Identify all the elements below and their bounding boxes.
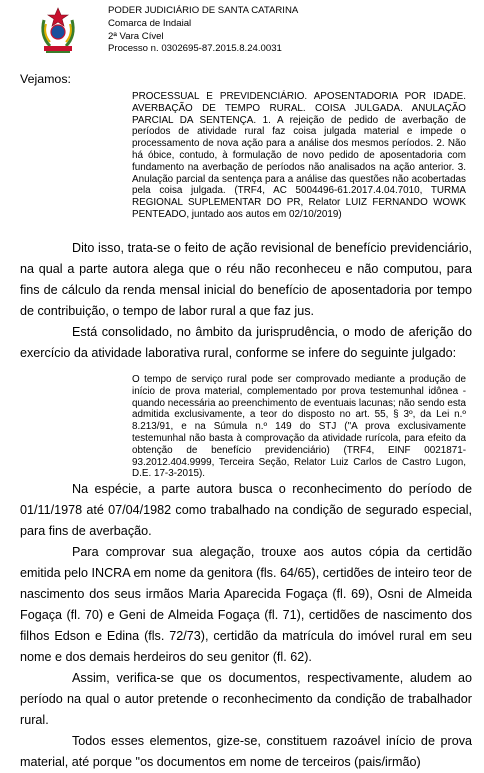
jurisprudence-quote-2: O tempo de serviço rural pode ser comprovado mediante a produção de início de prova material, complementado por prova testemunhal idônea - quando necessária ao preenchimento de eventuais lacunas; não sendo esta admitida exclusivamente, a teor do disposto no art. 55, § 3º, da Lei n.º 8.213/91, e na Súmula n.º 149 do STJ ("A prova exclusivamente testemunhal não basta à comprovação da atividade rurícola, para efeito da obtenção de benefício previdenciário) (TRF4, EINF 0021871-93.2012.404.9999, Terceira Seção, Relator Luiz Carlos de Castro Lugon, D.E. 17-3-2015). <box>132 374 466 480</box>
court-name: PODER JUDICIÁRIO DE SANTA CATARINA <box>108 5 299 16</box>
paragraph-3: Na espécie, a parte autora busca o reconhecimento do período de 01/11/1978 até 07/04/1982 como trabalhado na condição de segurado especial, para fins de averbação. <box>20 482 472 538</box>
jurisprudence-quote-1: PROCESSUAL E PREVIDENCIÁRIO. APOSENTADORIA POR IDADE. AVERBAÇÃO DE TEMPO RURAL. COISA JULGADA. ANULAÇÃO PARCIAL DA SENTENÇA. 1. A rejeição de pedido de averbação de períodos de atividade rural faz coisa julgada material e impede o processamento de nova ação para a análise dos mesmos períodos. 2. Não há óbice, contudo, à formulação de novo pedido de aposentadoria com fundamento na averbação de períodos não analisados na ação anterior. 3. Anulação parcial da sentença para a análise das questões não acobertadas pela coisa julgada. (TRF4, AC 5004496-61.2017.4.04.7010, TURMA REGIONAL SUPLEMENTAR DO PR, Relator LUIZ FERNANDO WOWK PENTEADO, juntado aos autos em 02/10/2019) <box>132 91 466 220</box>
document-header <box>108 5 298 56</box>
process-number: Processo n. 0302695-87.2015.8.24.0031 <box>108 43 282 55</box>
comarca: Comarca de Indaial <box>108 17 192 29</box>
paragraph-5: Assim, verifica-se que os documentos, respectivamente, aludem ao período na qual o autor pretende o reconhecimento da condição de trabalhador rural. <box>20 671 472 727</box>
vara: 2ª Vara Cível <box>108 30 164 42</box>
paragraph-6: Todos esses elementos, gize-se, constituem razoável início de prova material, até porque "os documentos em nome de terceiros (pais/irmão) <box>20 734 472 769</box>
paragraph-4: Para comprovar sua alegação, trouxe aos autos cópia da certidão emitida pelo INCRA em nome da genitora (fls. 64/65), certidões de inteiro teor de nascimento dos seus irmãos Maria Aparecida Fogaça (fl. 69), Osni de Almeida Fogaça (fl. 70) e Geni de Almeida Fogaça (fl. 71), certidões de nascimento dos filhos Edson e Edina (fls. 72/73), certidão da matrícula do imóvel rural em seu nome e dos demais herdeiros do seu genitor (fl. 62). <box>20 545 472 664</box>
intro-label: Vejamos: <box>20 72 71 86</box>
santa-catarina-coat-of-arms-icon <box>38 6 78 54</box>
paragraph-1: Dito isso, trata-se o feito de ação revisional de benefício previdenciário, na qual a parte autora alega que o réu não reconheceu e não computou, para fins de cálculo da renda mensal inicial do benefício de aposentadoria por tempo de contribuição, o tempo de labor rural a que faz jus. <box>20 241 472 318</box>
paragraph-2: Está consolidado, no âmbito da jurisprudência, o modo de aferição do exercício da atividade laborativa rural, conforme se infere do seguinte julgado: <box>20 325 472 360</box>
